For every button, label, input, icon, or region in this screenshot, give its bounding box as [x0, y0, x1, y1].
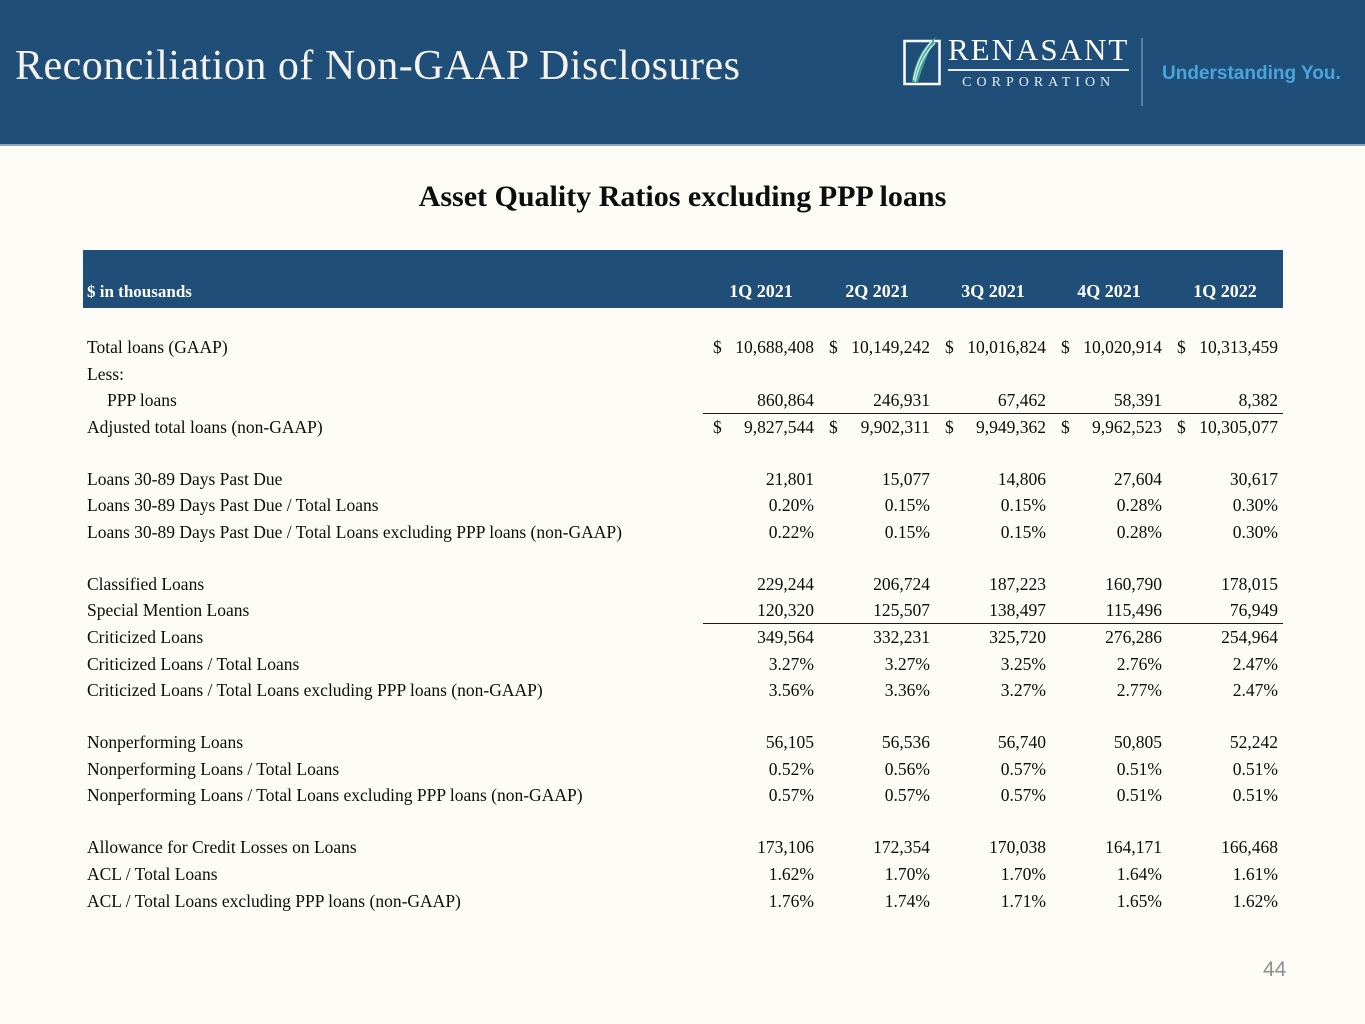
value-cell: [703, 861, 819, 888]
table-row: [83, 414, 1283, 441]
value-cell: [703, 678, 819, 705]
cell-value: 0.15%: [1000, 495, 1046, 516]
row-label: Nonperforming Loans / Total Loans excluding PPP loans (non-GAAP): [87, 785, 583, 806]
dollar-sign: $: [1177, 336, 1186, 357]
row-values: [703, 783, 1283, 810]
cell-value: 14,806: [997, 468, 1046, 489]
cell-value: 0.52%: [768, 758, 814, 779]
table-row: [83, 756, 1283, 783]
renasant-logo: [903, 34, 1129, 91]
cell-value: 9,902,311: [860, 416, 930, 437]
value-cell: [935, 571, 1051, 598]
cell-value: 21,801: [765, 468, 814, 489]
cell-value: 125,507: [873, 599, 930, 620]
row-values: [703, 598, 1283, 625]
cell-value: 58,391: [1113, 389, 1162, 410]
row-label: Special Mention Loans: [87, 600, 250, 621]
row-values: [703, 834, 1283, 861]
value-cell: [1051, 756, 1167, 783]
value-cell: [935, 834, 1051, 861]
value-cell: [935, 466, 1051, 493]
row-values: [703, 571, 1283, 598]
cell-value: 0.30%: [1232, 495, 1278, 516]
value-cell: [1167, 783, 1283, 810]
value-cell: [1167, 624, 1283, 651]
cell-value: 3.36%: [884, 680, 930, 701]
cell-value: 0.30%: [1232, 521, 1278, 542]
cell-value: 1.70%: [1000, 863, 1046, 884]
table-row-spacer: [83, 546, 1283, 571]
cell-value: 10,305,077: [1199, 416, 1278, 437]
table-row: [83, 334, 1283, 361]
value-cell: [1167, 861, 1283, 888]
table-row: [83, 861, 1283, 888]
row-label: Allowance for Credit Losses on Loans: [87, 837, 357, 858]
row-values: [703, 678, 1283, 705]
value-cell: [1167, 571, 1283, 598]
value-cell: [819, 387, 935, 413]
dollar-sign: $: [1177, 416, 1186, 437]
row-values: [703, 651, 1283, 678]
asset-quality-table: [83, 250, 1283, 914]
cell-value: 56,105: [765, 732, 814, 753]
cell-value: 1.61%: [1232, 863, 1278, 884]
cell-value: 229,244: [757, 573, 814, 594]
value-cell: [935, 334, 1051, 361]
cell-value: 3.27%: [884, 653, 930, 674]
value-cell: [819, 861, 935, 888]
cell-value: 0.28%: [1116, 521, 1162, 542]
cell-value: 3.27%: [768, 653, 814, 674]
row-values: [703, 466, 1283, 493]
cell-value: 0.57%: [884, 785, 930, 806]
cell-value: 0.51%: [1232, 758, 1278, 779]
cell-value: 164,171: [1105, 837, 1162, 858]
cell-value: 9,962,523: [1092, 416, 1162, 437]
value-cell: [1167, 888, 1283, 915]
header-banner: [0, 0, 1365, 146]
row-label: Loans 30-89 Days Past Due / Total Loans: [87, 495, 379, 516]
table-row: [83, 729, 1283, 756]
units-label: $ in thousands: [87, 282, 192, 301]
row-label: Loans 30-89 Days Past Due / Total Loans excluding PPP loans (non-GAAP): [87, 521, 622, 542]
cell-value: 325,720: [989, 627, 1046, 648]
value-cell: [703, 519, 819, 546]
value-cell: [935, 387, 1051, 413]
value-cell: [703, 888, 819, 915]
dollar-sign: $: [829, 336, 838, 357]
value-cell: [1051, 888, 1167, 915]
cell-value: 27,604: [1113, 468, 1162, 489]
value-cell: [703, 598, 819, 624]
table-row: [83, 834, 1283, 861]
cell-value: 0.51%: [1116, 785, 1162, 806]
value-cell: [819, 571, 935, 598]
dollar-sign: $: [945, 416, 954, 437]
value-cell: [1167, 519, 1283, 546]
cell-value: 860,864: [757, 389, 814, 410]
value-cell: [1167, 414, 1283, 441]
value-cell: [1051, 783, 1167, 810]
value-cell: [1167, 334, 1283, 361]
row-label: Criticized Loans / Total Loans: [87, 653, 300, 674]
quarter-columns: [703, 281, 1283, 308]
value-cell: [1167, 729, 1283, 756]
value-cell: [1051, 414, 1167, 441]
row-values: [703, 624, 1283, 651]
cell-value: 15,077: [881, 468, 930, 489]
cell-value: 1.62%: [768, 863, 814, 884]
cell-value: 10,016,824: [967, 336, 1046, 357]
cell-value: 120,320: [757, 599, 814, 620]
row-values: [703, 361, 1283, 388]
row-label: ACL / Total Loans excluding PPP loans (non-GAAP): [87, 890, 461, 911]
value-cell: [819, 756, 935, 783]
value-cell: [819, 624, 935, 651]
cell-value: 1.71%: [1000, 890, 1046, 911]
cell-value: 56,536: [881, 732, 930, 753]
value-cell: [819, 334, 935, 361]
value-cell: [703, 651, 819, 678]
value-cell: [819, 519, 935, 546]
value-cell: [1167, 756, 1283, 783]
table-row: [83, 519, 1283, 546]
cell-value: 1.64%: [1116, 863, 1162, 884]
table-row: [83, 888, 1283, 915]
page-number: 44: [1263, 958, 1287, 981]
cell-value: 3.25%: [1000, 653, 1046, 674]
table-row-spacer: [83, 809, 1283, 834]
value-cell: [819, 834, 935, 861]
value-cell: [1051, 598, 1167, 624]
cell-value: 187,223: [989, 573, 1046, 594]
table-row-spacer: [83, 441, 1283, 466]
row-label: Criticized Loans / Total Loans excluding PPP loans (non-GAAP): [87, 680, 543, 701]
cell-value: 67,462: [997, 389, 1046, 410]
cell-value: 0.51%: [1116, 758, 1162, 779]
value-cell: [703, 834, 819, 861]
cell-value: 173,106: [757, 837, 814, 858]
cell-value: 138,497: [989, 599, 1046, 620]
row-label: Adjusted total loans (non-GAAP): [87, 416, 323, 437]
value-cell: [703, 492, 819, 519]
row-values: [703, 414, 1283, 441]
cell-value: 10,313,459: [1199, 336, 1278, 357]
value-cell: [819, 651, 935, 678]
row-values: [703, 888, 1283, 915]
value-cell: [935, 651, 1051, 678]
cell-value: 1.62%: [1232, 890, 1278, 911]
table-row: [83, 783, 1283, 810]
value-cell: [1051, 861, 1167, 888]
cell-value: 170,038: [989, 837, 1046, 858]
slide-title: Reconciliation of Non-GAAP Disclosures: [15, 43, 741, 89]
logo-name: RENASANT: [948, 34, 1129, 71]
row-label: ACL / Total Loans: [87, 863, 218, 884]
row-values: [703, 492, 1283, 519]
cell-value: 8,382: [1238, 389, 1278, 410]
table-row: [83, 678, 1283, 705]
row-label: Nonperforming Loans / Total Loans: [87, 758, 340, 779]
table-row: [83, 466, 1283, 493]
cell-value: 52,242: [1229, 732, 1278, 753]
table-row: [83, 387, 1283, 414]
value-cell: [935, 783, 1051, 810]
dollar-sign: $: [713, 416, 722, 437]
row-label: PPP loans: [107, 390, 177, 411]
value-cell: [819, 783, 935, 810]
row-label: Nonperforming Loans: [87, 732, 244, 753]
cell-value: 115,496: [1105, 599, 1162, 620]
row-values: [703, 519, 1283, 546]
cell-value: 160,790: [1105, 573, 1162, 594]
logo-wordmark: [948, 34, 1129, 91]
logo-tagline: Understanding You.: [1162, 63, 1341, 84]
value-cell: [703, 624, 819, 651]
cell-value: 9,827,544: [744, 416, 814, 437]
cell-value: 0.57%: [1000, 758, 1046, 779]
value-cell: [935, 598, 1051, 624]
value-cell: [703, 571, 819, 598]
cell-value: 56,740: [997, 732, 1046, 753]
value-cell: [1167, 387, 1283, 413]
table-row: [83, 624, 1283, 651]
row-values: [703, 729, 1283, 756]
value-cell: [1051, 729, 1167, 756]
cell-value: 178,015: [1221, 573, 1278, 594]
value-cell: [1167, 598, 1283, 624]
cell-value: 30,617: [1229, 468, 1278, 489]
cell-value: 2.47%: [1232, 653, 1278, 674]
row-values: [703, 334, 1283, 361]
value-cell: [1167, 651, 1283, 678]
value-cell: [935, 519, 1051, 546]
cell-value: 2.77%: [1116, 680, 1162, 701]
row-label: Criticized Loans: [87, 627, 204, 648]
cell-value: 246,931: [873, 389, 930, 410]
table-row: [83, 571, 1283, 598]
value-cell: [935, 888, 1051, 915]
column-header: 4Q 2021: [1077, 281, 1141, 301]
value-cell: [935, 492, 1051, 519]
column-header: 3Q 2021: [961, 281, 1025, 301]
value-cell: [1051, 519, 1167, 546]
column-header: 1Q 2021: [729, 281, 793, 301]
row-label: Loans 30-89 Days Past Due: [87, 468, 283, 489]
cell-value: 332,231: [873, 627, 930, 648]
value-cell: [1167, 466, 1283, 493]
value-cell: [819, 598, 935, 624]
logo-divider: [1141, 38, 1143, 106]
value-cell: [1167, 492, 1283, 519]
table-row: [83, 651, 1283, 678]
cell-value: 2.47%: [1232, 680, 1278, 701]
value-cell: [703, 756, 819, 783]
value-cell: [819, 888, 935, 915]
value-cell: [703, 729, 819, 756]
table-row: [83, 492, 1283, 519]
value-cell: [1051, 571, 1167, 598]
value-cell: [1167, 834, 1283, 861]
cell-value: 0.51%: [1232, 785, 1278, 806]
value-cell: [819, 414, 935, 441]
cell-value: 0.22%: [768, 521, 814, 542]
value-cell: [935, 624, 1051, 651]
value-cell: [703, 414, 819, 441]
value-cell: [1051, 334, 1167, 361]
cell-value: 3.56%: [768, 680, 814, 701]
cell-value: 0.57%: [768, 785, 814, 806]
row-values: [703, 861, 1283, 888]
cell-value: 76,949: [1229, 599, 1278, 620]
dollar-sign: $: [1061, 336, 1070, 357]
value-cell: [935, 861, 1051, 888]
value-cell: [935, 729, 1051, 756]
cell-value: 50,805: [1113, 732, 1162, 753]
dollar-sign: $: [945, 336, 954, 357]
table-row: [83, 361, 1283, 388]
row-label: Classified Loans: [87, 573, 205, 594]
renasant-leaf-icon: [903, 36, 941, 86]
value-cell: [935, 756, 1051, 783]
cell-value: 276,286: [1105, 627, 1162, 648]
row-label: Total loans (GAAP): [87, 336, 228, 357]
value-cell: [1051, 492, 1167, 519]
cell-value: 10,020,914: [1083, 336, 1162, 357]
value-cell: [703, 334, 819, 361]
table-body: [83, 308, 1283, 914]
dollar-sign: $: [713, 336, 722, 357]
cell-value: 0.20%: [768, 495, 814, 516]
cell-value: 0.57%: [1000, 785, 1046, 806]
value-cell: [935, 678, 1051, 705]
cell-value: 2.76%: [1116, 653, 1162, 674]
table-subtitle: Asset Quality Ratios excluding PPP loans: [418, 180, 947, 213]
table-header-bar: [83, 250, 1283, 308]
cell-value: 1.74%: [884, 890, 930, 911]
cell-value: 1.76%: [768, 890, 814, 911]
row-values: [703, 756, 1283, 783]
value-cell: [935, 414, 1051, 441]
cell-value: 3.27%: [1000, 680, 1046, 701]
cell-value: 206,724: [873, 573, 930, 594]
cell-value: 1.70%: [884, 863, 930, 884]
value-cell: [1051, 678, 1167, 705]
value-cell: [1051, 834, 1167, 861]
table-row-spacer: [83, 704, 1283, 729]
value-cell: [703, 783, 819, 810]
value-cell: [819, 492, 935, 519]
value-cell: [1167, 678, 1283, 705]
value-cell: [819, 678, 935, 705]
column-header: 2Q 2021: [845, 281, 909, 301]
table-row: [83, 598, 1283, 625]
dollar-sign: $: [829, 416, 838, 437]
value-cell: [1051, 387, 1167, 413]
cell-value: 0.15%: [884, 495, 930, 516]
value-cell: [819, 729, 935, 756]
cell-value: 0.15%: [884, 521, 930, 542]
cell-value: 254,964: [1221, 627, 1278, 648]
value-cell: [1051, 466, 1167, 493]
cell-value: 10,688,408: [735, 336, 814, 357]
cell-value: 172,354: [873, 837, 930, 858]
cell-value: 0.56%: [884, 758, 930, 779]
cell-value: 349,564: [757, 627, 814, 648]
value-cell: [703, 466, 819, 493]
value-cell: [703, 387, 819, 413]
row-label: Less:: [87, 363, 124, 384]
value-cell: [1051, 651, 1167, 678]
value-cell: [1051, 624, 1167, 651]
cell-value: 0.15%: [1000, 521, 1046, 542]
cell-value: 10,149,242: [851, 336, 930, 357]
value-cell: [819, 466, 935, 493]
cell-value: 1.65%: [1116, 890, 1162, 911]
column-header: 1Q 2022: [1193, 281, 1257, 301]
cell-value: 0.28%: [1116, 495, 1162, 516]
cell-value: 166,468: [1221, 837, 1278, 858]
cell-value: 9,949,362: [976, 416, 1046, 437]
dollar-sign: $: [1061, 416, 1070, 437]
row-values: [703, 387, 1283, 414]
logo-subname: CORPORATION: [962, 75, 1116, 90]
